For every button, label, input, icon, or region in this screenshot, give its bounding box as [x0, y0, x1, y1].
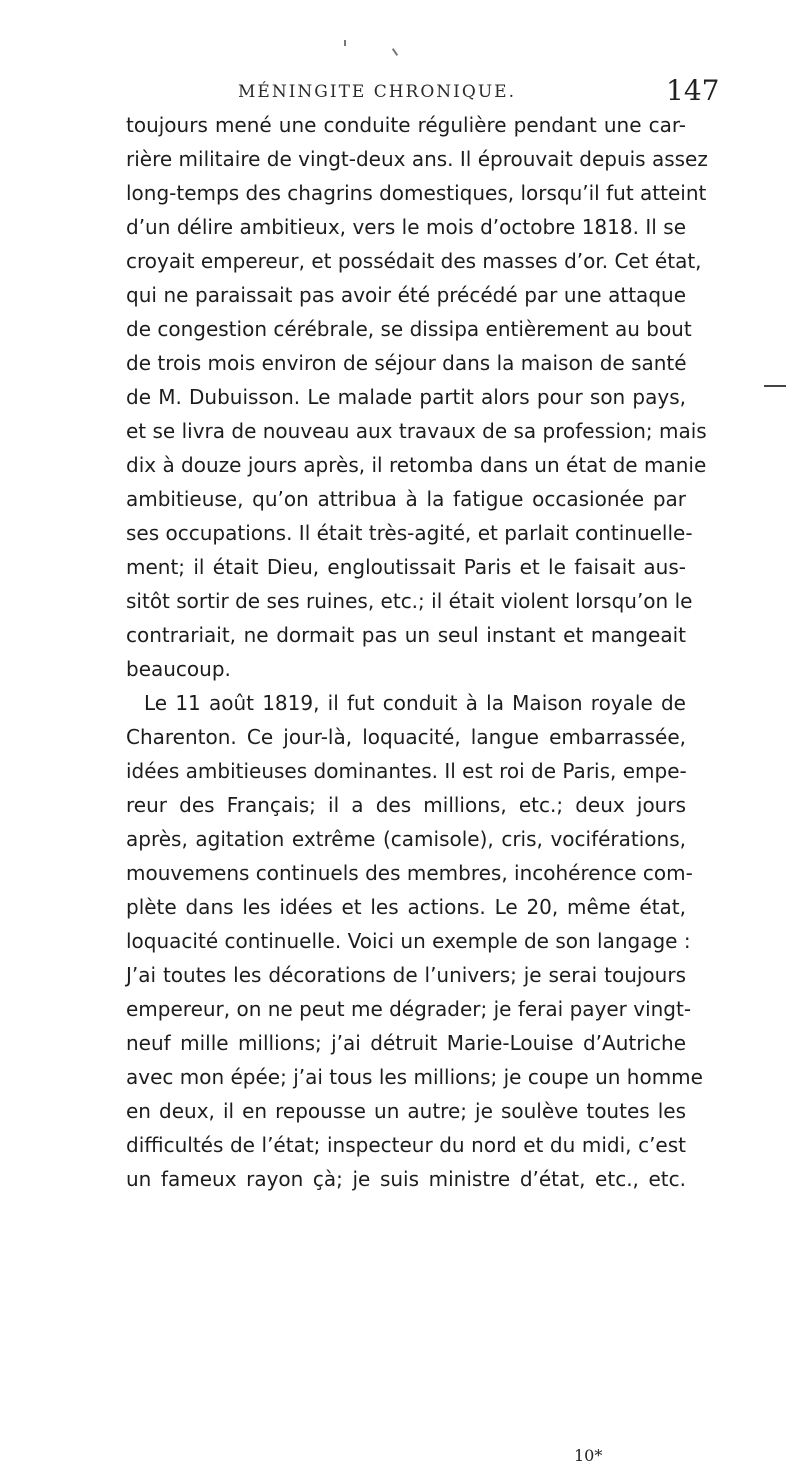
text-line: empereur, on ne peut me dégrader; je ferai payer vingt-	[126, 997, 692, 1021]
text-line: ambitieuse, qu’on attribua à la fatigue occasionée par	[126, 487, 686, 511]
paper-speck	[392, 48, 398, 56]
text-line: neuf mille millions; j’ai détruit Marie-Louise d’Autriche	[126, 1031, 686, 1055]
text-line: reur des Français; il a des millions, etc.; deux jours	[126, 793, 686, 817]
running-head: MÉNINGITE CHRONIQUE.	[238, 82, 516, 102]
text-line: en deux, il en repousse un autre; je soulève toutes les	[126, 1099, 686, 1123]
text-line: contrariait, ne dormait pas un seul instant et mangeait	[126, 623, 686, 647]
text-line: Charenton. Ce jour-là, loquacité, langue embarrassée,	[126, 725, 686, 749]
text-line: un fameux rayon çà; je suis ministre d’état, etc., etc.	[126, 1167, 686, 1191]
text-line: de M. Dubuisson. Le malade partit alors pour son pays,	[126, 385, 686, 409]
margin-mark	[764, 385, 786, 387]
page-number: 147	[666, 74, 720, 107]
signature-mark: 10*	[574, 1446, 603, 1465]
text-line: après, agitation extrême (camisole), cris, vociférations,	[126, 827, 686, 851]
text-line: ses occupations. Il était très-agité, et parlait continuelle-	[126, 521, 693, 545]
text-line: loquacité continuelle. Voici un exemple de son langage :	[126, 929, 691, 953]
text-line: J’ai toutes les décorations de l’univers; je serai toujours	[126, 963, 686, 987]
text-line: difficultés de l’état; inspecteur du nord et du midi, c’est	[126, 1133, 686, 1157]
text-line: avec mon épée; j’ai tous les millions; je coupe un homme	[126, 1065, 703, 1089]
text-line: croyait empereur, et possédait des masses d’or. Cet état,	[126, 249, 702, 273]
text-line: et se livra de nouveau aux travaux de sa profession; mais	[126, 419, 707, 443]
text-line: idées ambitieuses dominantes. Il est roi de Paris, empe-	[126, 759, 687, 783]
text-line: mouvemens continuels des membres, incohérence com-	[126, 861, 693, 885]
text-line: Le 11 août 1819, il fut conduit à la Maison royale de	[144, 691, 686, 715]
text-line: beaucoup.	[126, 657, 231, 681]
text-line: ment; il était Dieu, engloutissait Paris et le faisait aus-	[126, 555, 686, 579]
text-line: sitôt sortir de ses ruines, etc.; il était violent lorsqu’on le	[126, 589, 693, 613]
text-line: qui ne paraissait pas avoir été précédé par une attaque	[126, 283, 686, 307]
paper-speck	[344, 40, 346, 46]
text-line: rière militaire de vingt-deux ans. Il éprouvait depuis assez	[126, 147, 708, 171]
text-line: plète dans les idées et les actions. Le 20, même état,	[126, 895, 686, 919]
text-line: long-temps des chagrins domestiques, lorsqu’il fut atteint	[126, 181, 707, 205]
text-line: toujours mené une conduite régulière pendant une car-	[126, 113, 686, 137]
text-line: de congestion cérébrale, se dissipa entièrement au bout	[126, 317, 692, 341]
text-line: d’un délire ambitieux, vers le mois d’octobre 1818. Il se	[126, 215, 686, 239]
text-line: dix à douze jours après, il retomba dans un état de manie	[126, 453, 707, 477]
text-line: de trois mois environ de séjour dans la maison de santé	[126, 351, 687, 375]
